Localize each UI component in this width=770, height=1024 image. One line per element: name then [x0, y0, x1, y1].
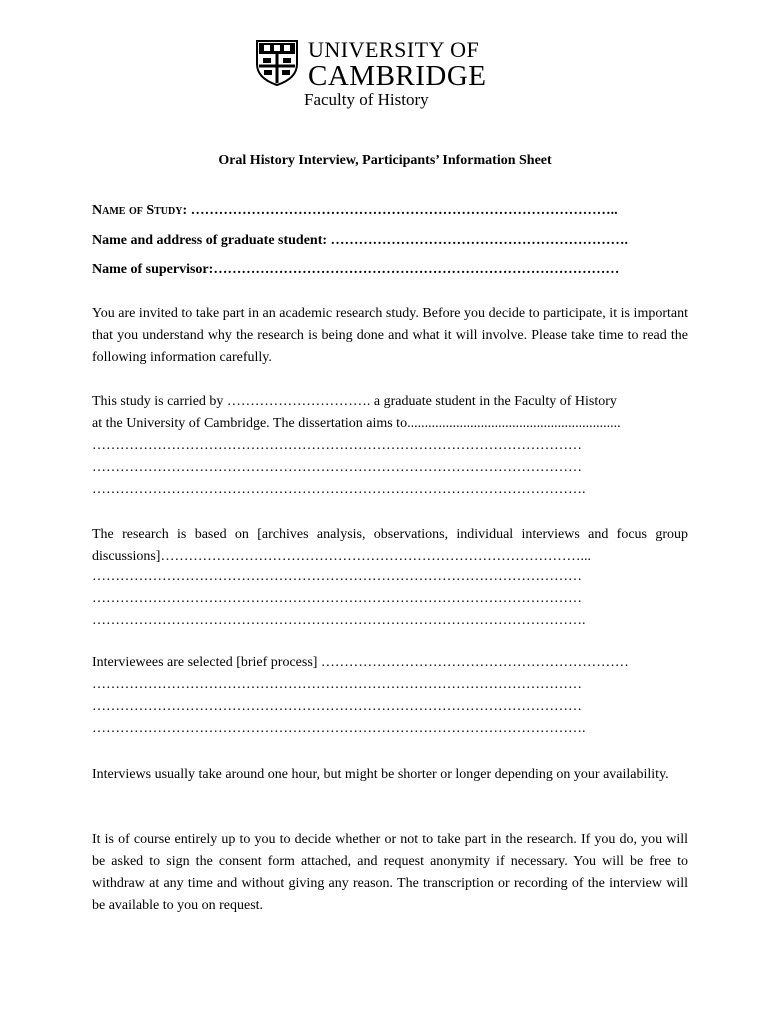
- dotted-line: ……………………………………………………………………………………………: [92, 591, 582, 606]
- research-paragraph: The research is based on [archives analysis, observations, individual interviews and focus group discussions]………………………………………………………………………………...: [92, 527, 688, 564]
- dotted-line: …………………………………………………………………………………………….: [92, 613, 586, 628]
- carried-line-1: This study is carried by …………………………. a graduate student in the Faculty of History: [92, 394, 617, 409]
- dotted-line: ……………………………………………………………………………………………: [92, 569, 582, 584]
- study-label: Name of Study:: [92, 203, 188, 218]
- field-name-of-study: [92, 203, 618, 219]
- supervisor-dots: ……………………………………………………………………………: [213, 262, 620, 277]
- dotted-line: ……………………………………………………………………………………………: [92, 460, 582, 475]
- dotted-line: …………………………………………………………………………………………….: [92, 482, 586, 497]
- intro-paragraph: You are invited to take part in an academic research study. Before you decide to participate, it is important that you understand why the research is being done and what it will involve. Please take time to read the following information carefully.: [92, 306, 688, 365]
- dotted-line: ……………………………………………………………………………………………: [92, 699, 582, 714]
- supervisor-label: Name of supervisor:: [92, 262, 214, 277]
- student-label: Name and address of graduate student:: [92, 233, 328, 248]
- logo-cambridge: CAMBRIDGE: [308, 60, 487, 92]
- study-dots: ………………………………………………………………………………..: [187, 203, 618, 218]
- consent-paragraph: It is of course entirely up to you to decide whether or not to take part in the research. If you do, you will be asked to sign the consent form attached, and request anonymity if necessary. You will be free to withdraw at any time and without giving any reason. The transcription or recording of the interview will be available to you on request.: [92, 832, 688, 913]
- logo-university: UNIVERSITY OF: [308, 37, 480, 62]
- dotted-line: ……………………………………………………………………………………………: [92, 438, 582, 453]
- university-logo: [256, 38, 506, 113]
- field-supervisor: [92, 262, 619, 278]
- student-dots: ……………………………………………………….: [327, 233, 629, 248]
- logo-faculty: Faculty of History: [304, 90, 429, 109]
- carried-line-2: at the University of Cambridge. The dissertation aims to.............................................................: [92, 416, 621, 431]
- logo-wordmark: [308, 38, 487, 90]
- interviewees-line-1: Interviewees are selected [brief process] …………………………………………………………: [92, 655, 629, 670]
- field-graduate-student: [92, 233, 628, 249]
- document-title: Oral History Interview, Participants’ Information Sheet: [218, 153, 552, 168]
- duration-paragraph: Interviews usually take around one hour, but might be shorter or longer depending on your availability.: [92, 767, 669, 782]
- dotted-line: ……………………………………………………………………………………………: [92, 677, 582, 692]
- cambridge-shield-icon: [256, 40, 298, 86]
- dotted-line: …………………………………………………………………………………………….: [92, 721, 586, 736]
